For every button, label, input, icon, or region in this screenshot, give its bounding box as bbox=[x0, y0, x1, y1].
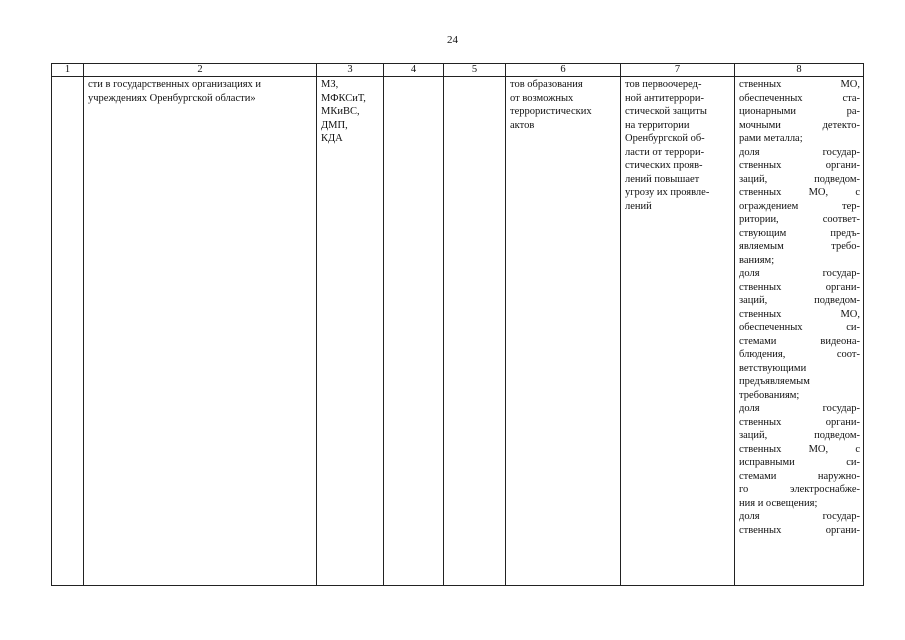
cell-text-line: учреждениях Оренбургской области» bbox=[88, 92, 256, 104]
cell-col-5 bbox=[444, 77, 506, 586]
cell-text-line: КДА bbox=[321, 133, 343, 144]
header-col-2: 2 bbox=[84, 64, 317, 77]
header-col-8: 8 bbox=[735, 64, 864, 77]
cell-text-line: Оренбургской об- bbox=[625, 133, 705, 144]
cell-text-line: ственных органи- bbox=[739, 524, 860, 536]
cell-text-line: ственных МО, с bbox=[739, 443, 860, 455]
cell-text-line: исправными си- bbox=[739, 457, 860, 468]
cell-text-line: доля государ- bbox=[739, 146, 860, 158]
cell-col-2 bbox=[84, 77, 317, 586]
header-col-3: 3 bbox=[317, 64, 384, 77]
cell-text-line: на территории bbox=[625, 119, 690, 131]
header-col-4: 4 bbox=[384, 64, 444, 77]
cell-text-line: ственных МО, bbox=[739, 308, 860, 320]
cell-text-line: актов bbox=[510, 119, 535, 131]
cell-text-line: блюдения, соот- bbox=[739, 349, 860, 360]
cell-text-line: ограждением тер- bbox=[739, 200, 860, 212]
cell-col-8 bbox=[735, 77, 864, 586]
cell-text-line: являемым требо- bbox=[739, 241, 860, 252]
cell-col-1 bbox=[52, 77, 84, 586]
cell-text-line: мочными детекто- bbox=[739, 119, 860, 131]
header-col-7: 7 bbox=[621, 64, 735, 77]
cell-text-line: террористических bbox=[510, 106, 592, 117]
cell-text-line: ной антитеррори- bbox=[625, 92, 704, 104]
cell-text-line: стической защиты bbox=[625, 106, 707, 117]
cell-text-line: лений bbox=[625, 200, 652, 212]
cell-col-4 bbox=[384, 77, 444, 586]
cell-text-line: от возможных bbox=[510, 92, 574, 104]
cell-text-line: стических прояв- bbox=[625, 160, 703, 171]
cell-text-line: ласти от террори- bbox=[625, 146, 705, 158]
cell-text-line: доля государ- bbox=[739, 268, 860, 279]
cell-text-line: го электроснабже- bbox=[739, 484, 860, 495]
header-row bbox=[52, 64, 864, 77]
cell-text-line: ционарными ра- bbox=[739, 106, 860, 117]
table-row bbox=[52, 77, 864, 586]
cell-text-line: ствующим предъ- bbox=[739, 227, 860, 239]
cell-text-line: заций, подведом- bbox=[739, 173, 860, 185]
cell-text-line: заций, подведом- bbox=[739, 430, 860, 441]
header-col-6: 6 bbox=[506, 64, 621, 77]
cell-text-line: доля государ- bbox=[739, 403, 860, 414]
cell-text-line: ния и освещения; bbox=[739, 497, 818, 509]
cell-text-line: обеспеченных си- bbox=[739, 322, 860, 333]
cell-text-line: ритории, соответ- bbox=[739, 214, 860, 225]
cell-text-line: стемами видеона- bbox=[739, 335, 860, 347]
cell-text-line: ственных органи- bbox=[739, 416, 860, 428]
page-number: 24 bbox=[447, 34, 458, 46]
cell-col-6 bbox=[506, 77, 621, 586]
cell-text-line: рами металла; bbox=[739, 133, 803, 144]
cell-text-line: тов образования bbox=[510, 79, 583, 90]
cell-text-line: тов первоочеред- bbox=[625, 79, 702, 90]
cell-text-line: ветствующими bbox=[739, 362, 807, 374]
cell-col-3 bbox=[317, 77, 384, 586]
cell-text-line: заций, подведом- bbox=[739, 295, 860, 306]
cell-text-line: сти в государственных организациях и bbox=[88, 79, 262, 90]
cell-text-line: предъявляемым bbox=[739, 376, 810, 387]
cell-text-line: ственных МО, bbox=[739, 79, 860, 90]
cell-text-line: ственных органи- bbox=[739, 160, 860, 171]
cell-text-line: ДМП, bbox=[321, 119, 348, 131]
cell-col-7 bbox=[621, 77, 735, 586]
cell-text-line: требованиям; bbox=[739, 389, 800, 401]
cell-text-line: ственных МО, с bbox=[739, 187, 860, 198]
cell-text-line: ваниям; bbox=[739, 254, 775, 266]
cell-text-line: лений повышает bbox=[625, 173, 700, 185]
cell-text-line: доля государ- bbox=[739, 511, 860, 522]
data-table bbox=[51, 63, 864, 586]
header-col-1: 1 bbox=[52, 64, 84, 77]
cell-text-line: угрозу их проявле- bbox=[625, 187, 710, 198]
cell-text-line: стемами наружно- bbox=[739, 470, 860, 482]
header-col-5: 5 bbox=[444, 64, 506, 77]
cell-text-line: МЗ, bbox=[321, 79, 339, 90]
cell-text-line: МКиВС, bbox=[321, 106, 360, 117]
cell-text-line: обеспеченных ста- bbox=[739, 92, 860, 104]
cell-text-line: МФКСиТ, bbox=[321, 92, 366, 104]
cell-text-line: ственных органи- bbox=[739, 281, 860, 293]
